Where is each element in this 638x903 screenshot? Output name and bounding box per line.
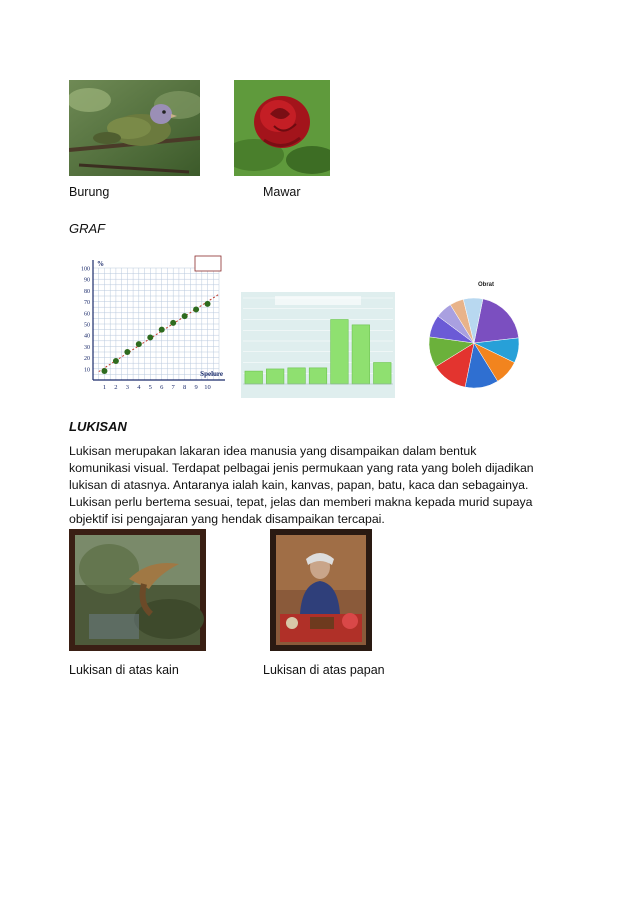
y-axis-label: % <box>97 260 104 268</box>
x-tick-label: 10 <box>204 384 211 391</box>
paragraph-line: Lukisan perlu bertema sesuai, tepat, jelas dan memberi makna kepada murid supaya <box>69 495 533 509</box>
chart-legend-box <box>195 256 221 271</box>
y-tick-label: 60 <box>84 311 90 318</box>
pie-chart <box>400 276 532 398</box>
paragraph-line: lukisan di atasnya. Antaranya ialah kain, kanvas, papan, batu, kaca dan sebagainya. <box>69 478 529 492</box>
data-point <box>113 358 119 364</box>
y-tick-label: 50 <box>84 322 90 329</box>
x-tick-label: 5 <box>148 384 152 391</box>
bar <box>266 369 284 384</box>
x-tick-label: 3 <box>125 384 129 391</box>
x-tick-label: 6 <box>160 384 164 391</box>
graf-heading: GRAF <box>69 221 106 236</box>
bar <box>245 371 263 384</box>
y-tick-label: 80 <box>84 288 90 295</box>
y-tick-label: 30 <box>84 344 90 351</box>
bar <box>288 368 306 384</box>
lukisan-paragraph <box>69 443 559 528</box>
paragraph-line: komunikasi visual. Terdapat pelbagai jenis permukaan yang rata yang boleh dijadikan <box>69 461 534 475</box>
paragraph-line: Lukisan merupakan lakaran idea manusia yang disampaikan dalam bentuk <box>69 444 477 458</box>
y-tick-label: 70 <box>84 300 90 307</box>
bar <box>374 363 392 385</box>
x-tick-label: 8 <box>183 384 187 391</box>
data-point <box>159 327 165 333</box>
rose-photo <box>234 80 330 176</box>
y-tick-label: 20 <box>84 356 90 363</box>
y-tick-label: 100 <box>81 266 90 273</box>
bar <box>331 320 349 385</box>
y-tick-label: 90 <box>84 277 90 284</box>
painting-board-photo <box>270 529 372 651</box>
bar-chart <box>241 292 395 398</box>
bird-photo <box>69 80 200 176</box>
bird-caption: Burung <box>69 185 110 199</box>
x-tick-label: 4 <box>137 384 141 391</box>
painting-cloth-caption: Lukisan di atas kain <box>69 663 179 677</box>
y-tick-label: 40 <box>84 333 90 340</box>
bar <box>352 325 370 384</box>
data-point <box>205 301 211 307</box>
x-axis-label: Spelure <box>200 370 223 378</box>
data-point <box>124 349 130 355</box>
y-tick-label: 10 <box>84 367 90 374</box>
paragraph-line: objektif isi pengajaran yang hendak disampaikan tercapai. <box>69 512 385 526</box>
painting-cloth-photo <box>69 529 206 651</box>
data-point <box>182 313 188 319</box>
bar <box>309 368 327 384</box>
data-point <box>147 334 153 340</box>
x-tick-label: 2 <box>114 384 118 391</box>
scatter-chart <box>69 254 231 399</box>
x-tick-label: 9 <box>194 384 198 391</box>
x-tick-label: 1 <box>102 384 107 391</box>
chart-legend-box <box>275 296 361 305</box>
lukisan-heading: LUKISAN <box>69 419 127 434</box>
data-point <box>193 306 199 312</box>
rose-caption: Mawar <box>263 185 301 199</box>
chart-title: Obrat <box>477 282 495 288</box>
data-point <box>101 368 107 374</box>
data-point <box>136 341 142 347</box>
painting-board-caption: Lukisan di atas papan <box>263 663 385 677</box>
data-point <box>170 320 176 326</box>
x-tick-label: 7 <box>171 384 175 391</box>
